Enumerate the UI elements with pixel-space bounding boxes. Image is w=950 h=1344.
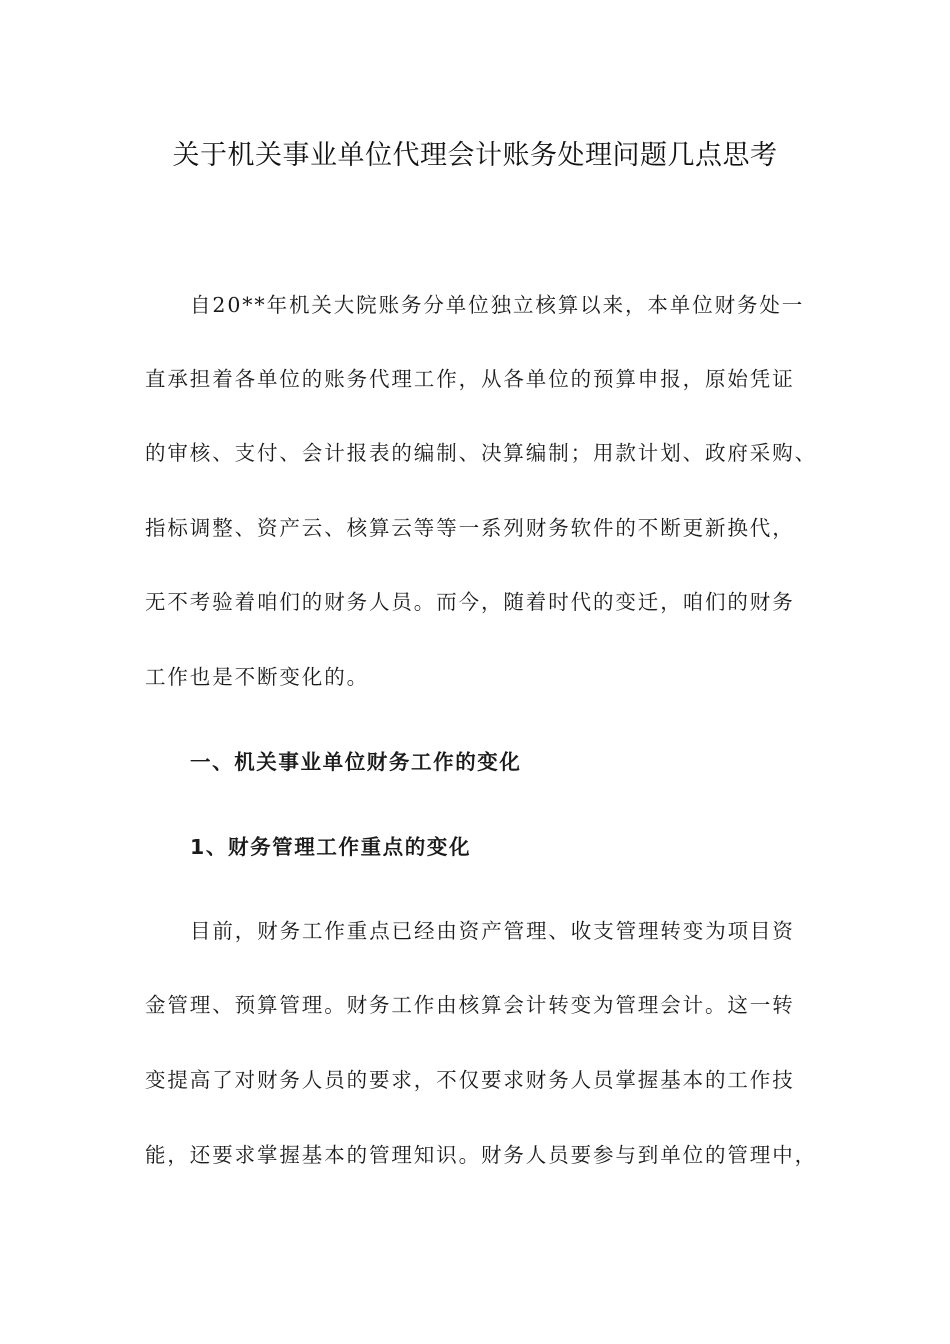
paragraph-line: 变提高了对财务人员的要求，不仅要求财务人员掌握基本的工作技	[145, 1068, 795, 1092]
paragraph-line: 能，还要求掌握基本的管理知识。财务人员要参与到单位的管理中，	[145, 1143, 817, 1167]
paragraph-line: 目前，财务工作重点已经由资产管理、收支管理转变为项目资	[190, 919, 795, 943]
paragraph-line: 直承担着各单位的账务代理工作，从各单位的预算申报，原始凭证	[145, 367, 795, 391]
subsection-heading: 1、财务管理工作重点的变化	[190, 835, 472, 859]
paragraph-line: 金管理、预算管理。财务工作由核算会计转变为管理会计。这一转	[145, 993, 795, 1017]
paragraph-line: 指标调整、资产云、核算云等等一系列财务软件的不断更新换代，	[145, 516, 795, 540]
section-heading: 一、机关事业单位财务工作的变化	[190, 750, 522, 774]
paragraph-line: 自20**年机关大院账务分单位独立核算以来，本单位财务处一	[190, 293, 805, 317]
paragraph-line: 无不考验着咱们的财务人员。而今，随着时代的变迁，咱们的财务	[145, 590, 795, 614]
paragraph-line: 工作也是不断变化的。	[145, 665, 369, 689]
document-title: 关于机关事业单位代理会计账务处理问题几点思考	[172, 140, 778, 171]
paragraph-line: 的审核、支付、会计报表的编制、决算编制；用款计划、政府采购、	[145, 441, 817, 465]
